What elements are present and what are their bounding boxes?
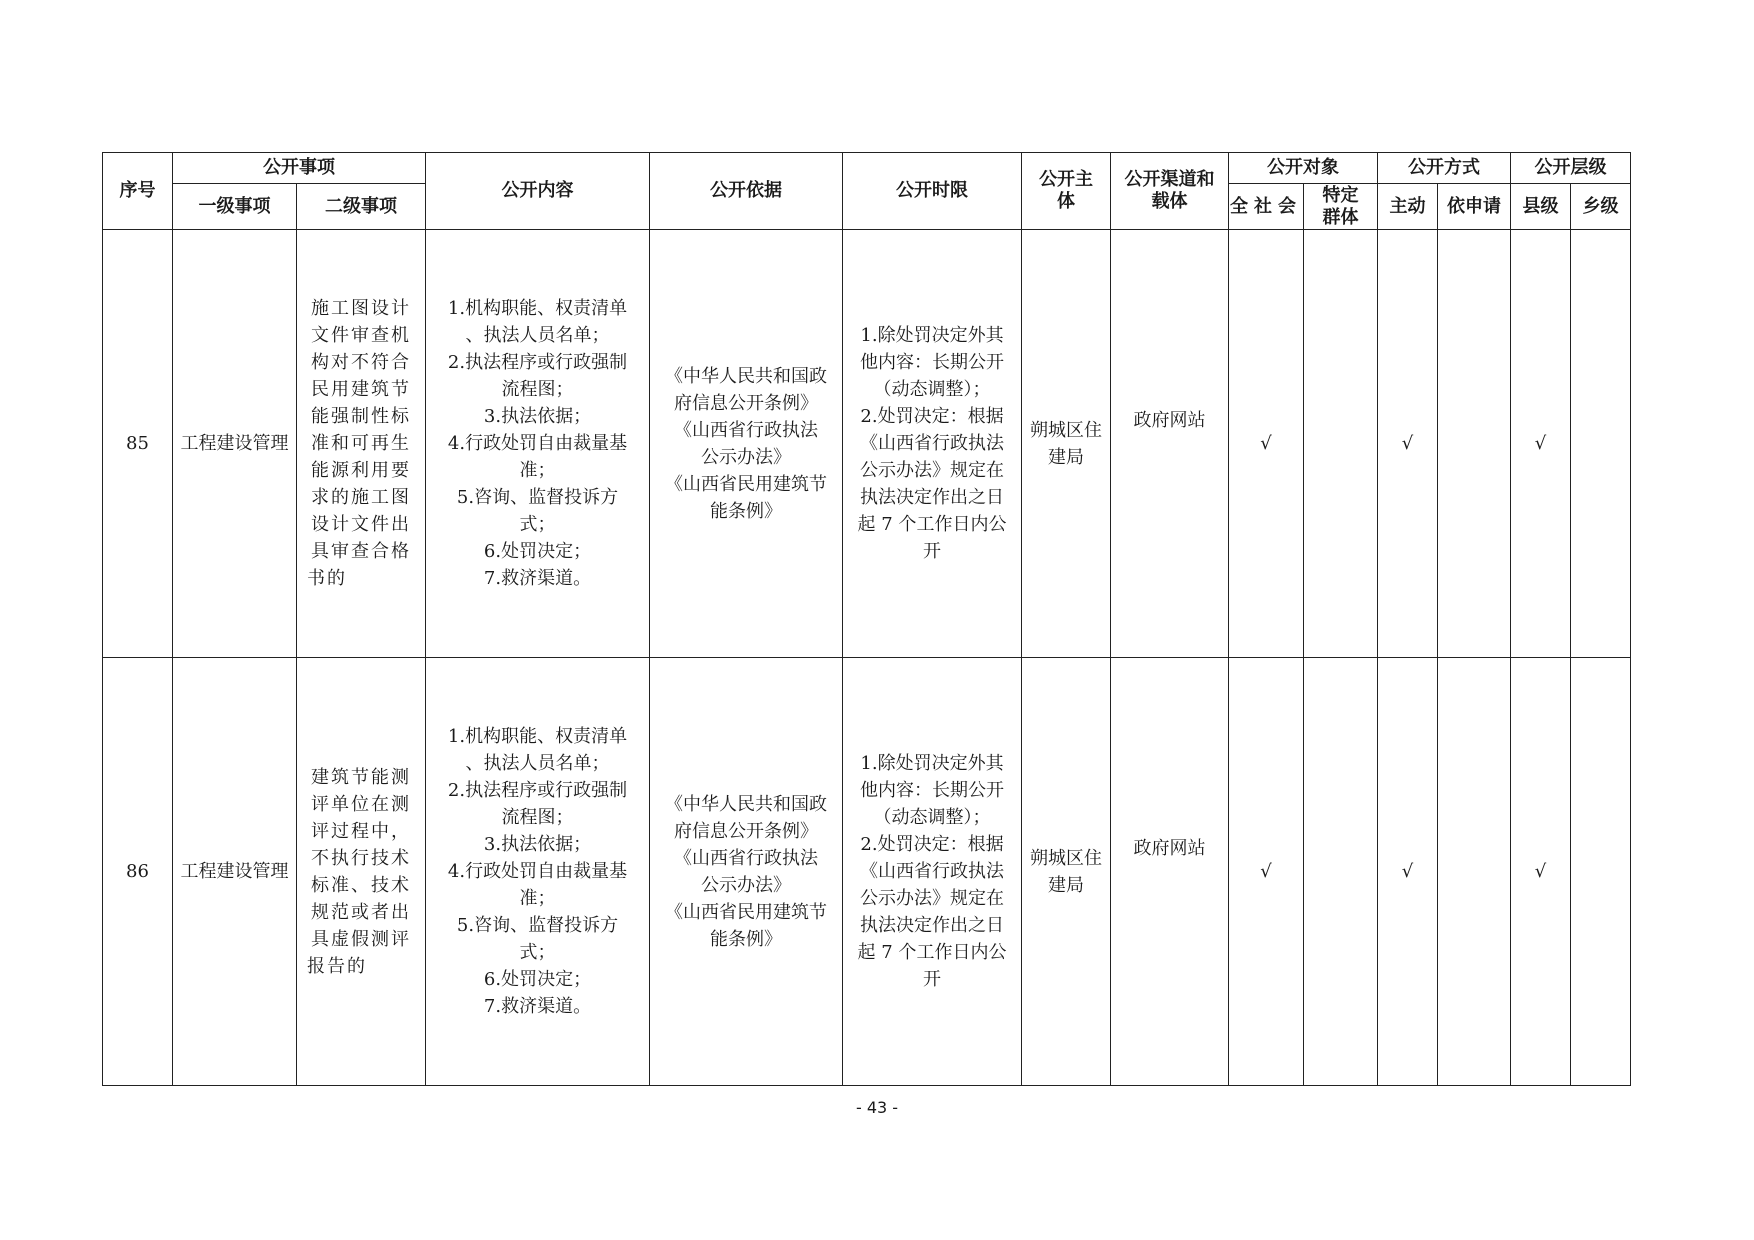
row-content-line: 流程图； bbox=[501, 379, 574, 400]
row-basis bbox=[650, 230, 843, 658]
row-time-limit-line: 《山西省行政执法 bbox=[860, 433, 1004, 454]
row-basis-line: 《中华人民共和国政 bbox=[665, 793, 827, 815]
row-time-limit-line: 1.除处罚决定外其 bbox=[860, 753, 1004, 774]
row-basis bbox=[650, 658, 843, 1086]
row-time-limit-line: 起 7 个工作日内公 bbox=[857, 514, 1007, 535]
row-basis-line: 能条例》 bbox=[710, 500, 782, 522]
row-basis-line: 公示办法》 bbox=[701, 874, 791, 896]
row-content-line: 2.执法程序或行政强制 bbox=[447, 352, 628, 373]
table-body bbox=[103, 230, 1631, 1086]
header-county: 县级 bbox=[1511, 184, 1571, 230]
row-time-limit-line: 他内容：长期公开 bbox=[860, 780, 1004, 801]
row-content-line: 式； bbox=[519, 942, 556, 963]
row-subject: 朔城区住建局 bbox=[1022, 658, 1111, 1086]
header-subject-line1: 公开主 bbox=[1039, 169, 1093, 190]
row-time-limit-line: 开 bbox=[923, 541, 941, 562]
row-specific-check bbox=[1304, 230, 1378, 658]
row-time-limit-line: 2.处罚决定：根据 bbox=[860, 834, 1004, 855]
row-on-request-check bbox=[1438, 230, 1511, 658]
header-basis: 公开依据 bbox=[650, 153, 843, 230]
row-content-line: 准； bbox=[519, 460, 556, 481]
row-level1: 工程建设管理 bbox=[173, 230, 297, 658]
row-time-limit-line: 2.处罚决定：根据 bbox=[860, 406, 1004, 427]
header-time-limit: 公开时限 bbox=[843, 153, 1022, 230]
row-content bbox=[426, 230, 650, 658]
row-content-line: 6.处罚决定； bbox=[483, 969, 592, 990]
row-basis-line: 《中华人民共和国政 bbox=[665, 365, 827, 387]
header-specific-line1: 特定 bbox=[1322, 184, 1359, 206]
row-time-limit-line: （动态调整）； bbox=[873, 379, 991, 400]
row-content-line: 流程图； bbox=[501, 807, 574, 828]
row-seq: 86 bbox=[103, 658, 173, 1086]
row-content-line: 6.处罚决定； bbox=[483, 541, 592, 562]
row-content-line: 1.机构职能、权责清单 bbox=[447, 298, 628, 319]
row-time-limit-line: 执法决定作出之日 bbox=[860, 487, 1004, 508]
row-seq: 85 bbox=[103, 230, 173, 658]
row-time-limit bbox=[843, 658, 1022, 1086]
row-basis-line: 府信息公开条例》 bbox=[674, 392, 818, 414]
row-county-check: √ bbox=[1511, 658, 1571, 1086]
row-time-limit-line: 执法决定作出之日 bbox=[860, 915, 1004, 936]
header-specific-line2: 群体 bbox=[1322, 206, 1359, 228]
row-time-limit-line: 开 bbox=[923, 969, 941, 990]
page-number: - 43 - bbox=[855, 1098, 899, 1117]
header-level: 公开层级 bbox=[1511, 153, 1631, 184]
row-time-limit-line: 公示办法》规定在 bbox=[860, 460, 1004, 481]
header-audience: 公开对象 bbox=[1229, 153, 1378, 184]
row-content-line: 3.执法依据； bbox=[483, 834, 592, 855]
header-public-item: 公开事项 bbox=[173, 153, 426, 184]
row-basis-line: 《山西省行政执法 bbox=[674, 419, 818, 441]
row-content-line: 4.行政处罚自由裁量基 bbox=[447, 861, 628, 882]
row-specific-check bbox=[1304, 658, 1378, 1086]
row-channel: 政府网站 bbox=[1111, 658, 1229, 1086]
row-level1: 工程建设管理 bbox=[173, 658, 297, 1086]
table-row bbox=[103, 658, 1631, 1086]
row-on-request-check bbox=[1438, 658, 1511, 1086]
row-basis-line: 公示办法》 bbox=[701, 446, 791, 468]
row-time-limit-line: 公示办法》规定在 bbox=[860, 888, 1004, 909]
row-time-limit-line: 《山西省行政执法 bbox=[860, 861, 1004, 882]
row-time-limit-line: 他内容：长期公开 bbox=[860, 352, 1004, 373]
row-level2: 施工图设计文件审查机构对不符合民用建筑节能强制性标准和可再生能源利用要求的施工图设计文件出具审查合格书的 bbox=[297, 230, 426, 658]
row-time-limit bbox=[843, 230, 1022, 658]
header-seq: 序号 bbox=[103, 153, 173, 230]
row-content-line: 、执法人员名单； bbox=[465, 325, 610, 346]
row-all-society-check: √ bbox=[1229, 658, 1304, 1086]
header-subject bbox=[1022, 153, 1111, 230]
row-content-line: 4.行政处罚自由裁量基 bbox=[447, 433, 628, 454]
table-row bbox=[103, 230, 1631, 658]
disclosure-table bbox=[102, 152, 1631, 1086]
row-basis-line: 能条例》 bbox=[710, 928, 782, 950]
row-basis-line: 《山西省民用建筑节 bbox=[665, 473, 827, 495]
row-county-check: √ bbox=[1511, 230, 1571, 658]
header-method: 公开方式 bbox=[1378, 153, 1511, 184]
header-channel-line2: 载体 bbox=[1151, 191, 1188, 212]
header-specific bbox=[1304, 184, 1378, 230]
header-subject-line2: 体 bbox=[1057, 191, 1075, 212]
row-content-line: 5.咨询、监督投诉方 bbox=[456, 915, 619, 936]
row-content bbox=[426, 658, 650, 1086]
row-township-check bbox=[1571, 658, 1631, 1086]
header-content: 公开内容 bbox=[426, 153, 650, 230]
row-all-society-check: √ bbox=[1229, 230, 1304, 658]
row-township-check bbox=[1571, 230, 1631, 658]
row-time-limit-line: （动态调整）； bbox=[873, 807, 991, 828]
row-content-line: 2.执法程序或行政强制 bbox=[447, 780, 628, 801]
header-level2: 二级事项 bbox=[297, 184, 426, 230]
row-subject: 朔城区住建局 bbox=[1022, 230, 1111, 658]
row-time-limit-line: 起 7 个工作日内公 bbox=[857, 942, 1007, 963]
header-level1: 一级事项 bbox=[173, 184, 297, 230]
row-content-line: 、执法人员名单； bbox=[465, 753, 610, 774]
header-active: 主动 bbox=[1378, 184, 1438, 230]
row-content-line: 3.执法依据； bbox=[483, 406, 592, 427]
row-content-line: 准； bbox=[519, 888, 556, 909]
row-level2: 建筑节能测评单位在测评过程中，不执行技术标准、技术规范或者出具虚假测评报告的 bbox=[297, 658, 426, 1086]
row-content-line: 7.救济渠道。 bbox=[483, 996, 592, 1017]
header-channel bbox=[1111, 153, 1229, 230]
header-township: 乡级 bbox=[1571, 184, 1631, 230]
row-active-check: √ bbox=[1378, 658, 1438, 1086]
row-basis-line: 府信息公开条例》 bbox=[674, 820, 818, 842]
header-all-society: 全社会 bbox=[1229, 184, 1304, 230]
row-content-line: 5.咨询、监督投诉方 bbox=[456, 487, 619, 508]
row-content-line: 式； bbox=[519, 514, 556, 535]
row-basis-line: 《山西省行政执法 bbox=[674, 847, 818, 869]
header-channel-line1: 公开渠道和 bbox=[1124, 169, 1215, 190]
header-on-request: 依申请 bbox=[1438, 184, 1511, 230]
row-channel: 政府网站 bbox=[1111, 230, 1229, 658]
row-basis-line: 《山西省民用建筑节 bbox=[665, 901, 827, 923]
row-content-line: 1.机构职能、权责清单 bbox=[447, 726, 628, 747]
row-time-limit-line: 1.除处罚决定外其 bbox=[860, 325, 1004, 346]
row-active-check: √ bbox=[1378, 230, 1438, 658]
row-content-line: 7.救济渠道。 bbox=[483, 568, 592, 589]
